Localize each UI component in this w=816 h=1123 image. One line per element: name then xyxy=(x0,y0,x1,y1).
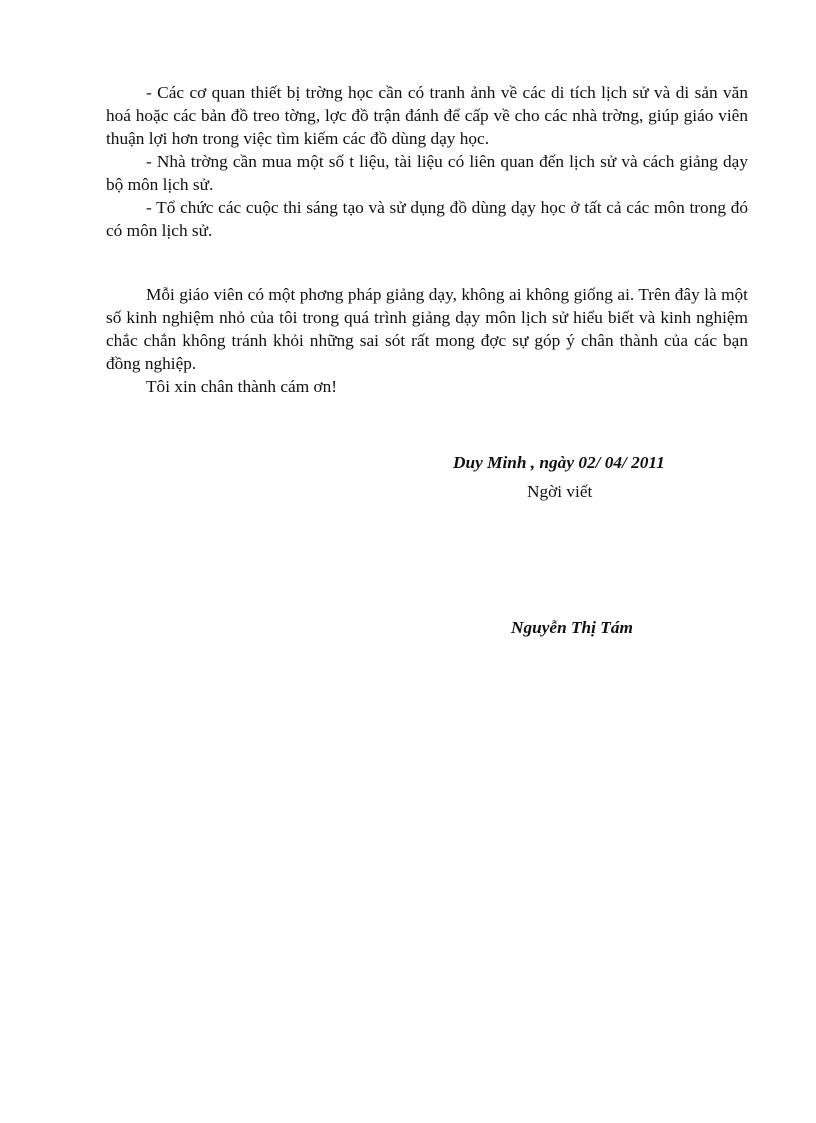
recommendation-paragraph: - Các cơ quan thiết bị trờng học cần có tranh ảnh về các di tích lịch sử và di sản văn hoá hoặc các bản đồ treo tờng, lợc đồ trận đánh để cấp về cho các nhà trờng, giúp giáo viên thuận lợi hơn trong việc tìm kiếm các đồ dùng dạy học. xyxy=(106,83,748,148)
signature-name: Nguyễn Thị Tám xyxy=(511,618,633,637)
conclusion-section xyxy=(106,283,748,398)
conclusion-paragraph: Mỗi giáo viên có một phơng pháp giảng dạy, không ai không giống ai. Trên đây là một số kinh nghiệm nhỏ của tôi trong quá trình giảng dạy môn lịch sử hiểu biết và kinh nghiệm chắc chắn không tránh khỏi những sai sót rất mong đợc sự góp ý chân thành của các bạn đồng nghiệp. xyxy=(106,285,748,373)
recommendation-paragraph: - Tổ chức các cuộc thi sáng tạo và sử dụng đồ dùng dạy học ở tất cả các môn trong đó có môn lịch sử. xyxy=(106,198,748,240)
signature-role: Ngời viết xyxy=(527,482,593,501)
recommendation-paragraph: - Nhà trờng cần mua một số t liệu, tài liệu có liên quan đến lịch sử và cách giảng dạy bộ môn lịch sử. xyxy=(106,152,748,194)
signature-place-date: Duy Minh , ngày 02/ 04/ 2011 xyxy=(453,453,665,472)
recommendations-section xyxy=(106,81,748,242)
closing-thanks: Tôi xin chân thành cám ơn! xyxy=(146,377,338,396)
